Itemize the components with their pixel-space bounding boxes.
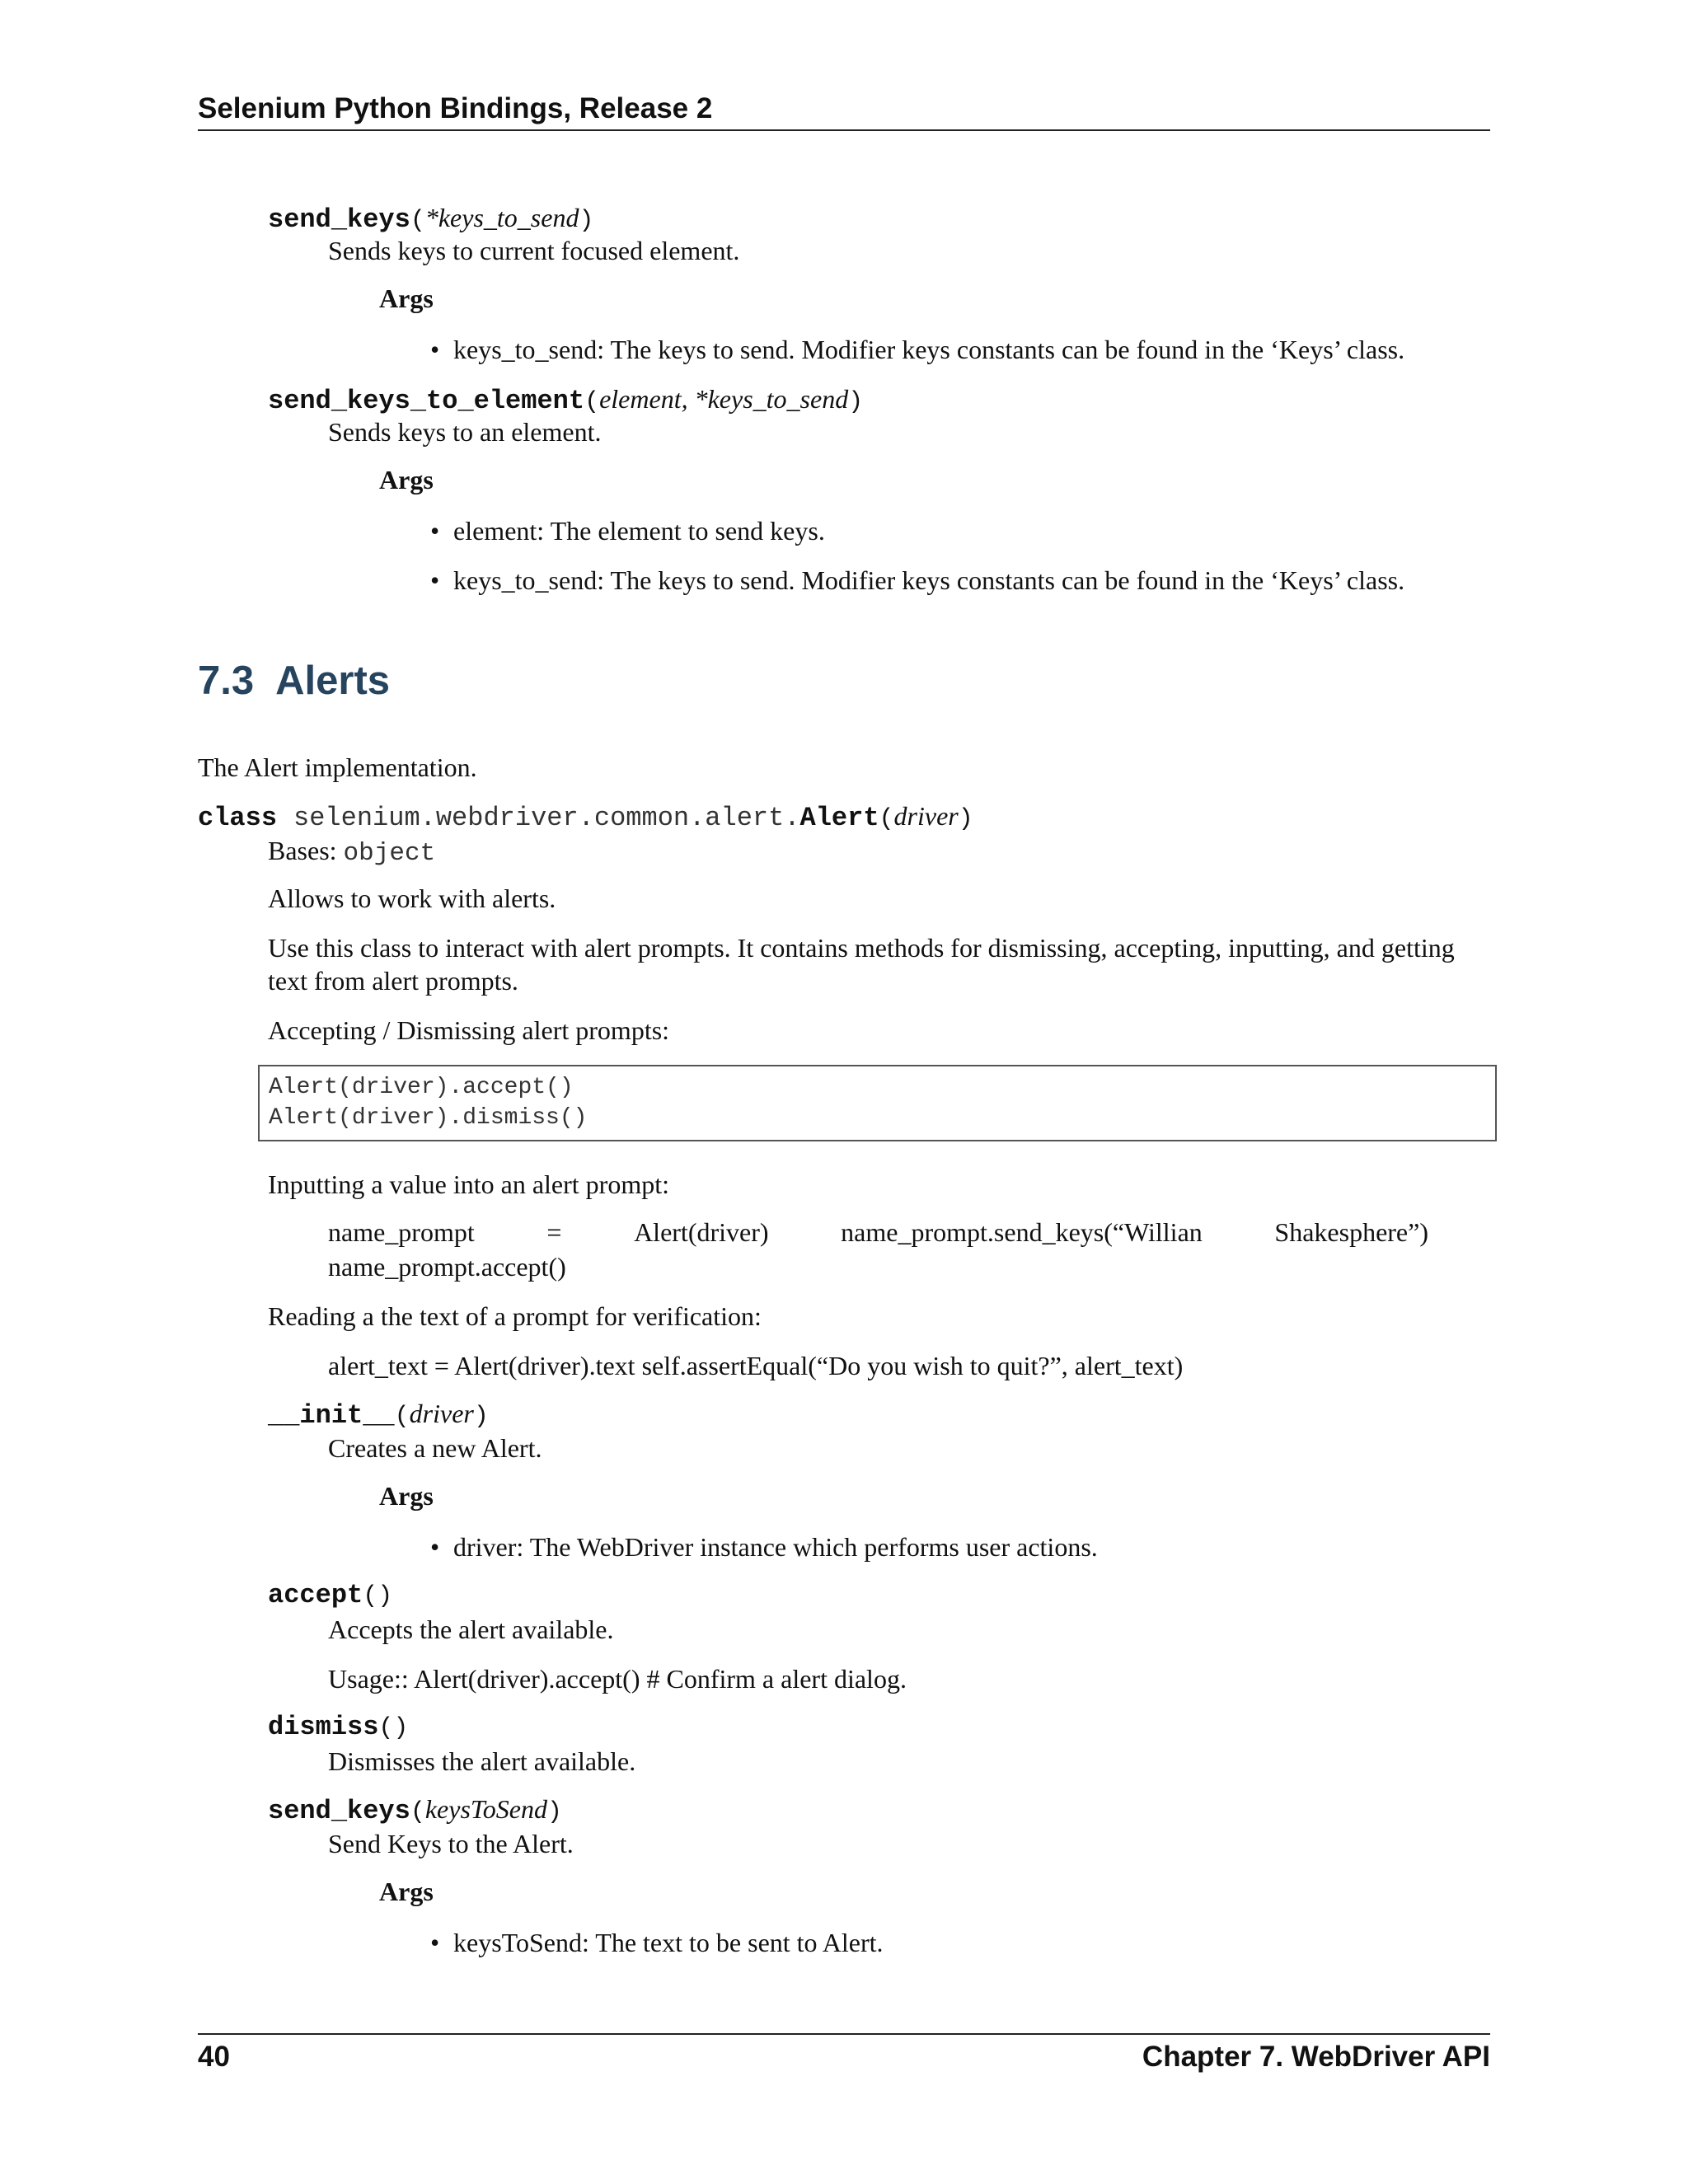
method-description: Creates a new Alert. (328, 1433, 542, 1463)
method-name: send_keys_to_element (268, 386, 585, 416)
inputting-label: Inputting a value into an alert prompt: (268, 1169, 669, 1199)
class-module-path: selenium.webdriver.common.alert. (293, 803, 800, 833)
reading-label: Reading a the text of a prompt for verification: (268, 1301, 762, 1331)
arg-bullet-text: driver: The WebDriver instance which performs user actions. (453, 1532, 1098, 1562)
class-description: Accepting / Dismissing alert prompts: (268, 1015, 670, 1045)
paren-open: ( (394, 1403, 410, 1431)
method-parens: () (363, 1582, 393, 1610)
example-word: name_prompt (328, 1217, 475, 1247)
method-signature-dismiss (268, 1712, 408, 1742)
example-word: = (546, 1217, 562, 1247)
arg-bullet (430, 1926, 884, 1959)
class-description: Use this class to interact with alert prompts. It contains methods for dismissing, accepting, inputting, and getting (268, 933, 1455, 963)
method-name: accept (268, 1580, 363, 1610)
section-heading (198, 658, 390, 704)
code-line: Alert(driver).dismiss() (269, 1105, 588, 1131)
method-description: Sends keys to current focused element. (328, 236, 740, 265)
method-args: driver (409, 1399, 474, 1428)
paren-close: ) (473, 1403, 489, 1431)
method-signature-init (268, 1399, 489, 1431)
bullet-icon: • (430, 565, 440, 595)
paren-open: ( (410, 1798, 425, 1826)
class-bases (268, 834, 435, 870)
method-name: send_keys (268, 204, 410, 235)
footer-rule (198, 2033, 1490, 2035)
method-usage: Usage:: Alert(driver).accept() # Confirm a alert dialog. (328, 1664, 907, 1694)
bullet-icon: • (430, 1532, 440, 1562)
bases-value: object (343, 839, 436, 868)
method-args: element, *keys_to_send (599, 384, 849, 414)
section-number: 7.3 (198, 658, 255, 703)
method-name: send_keys (268, 1796, 410, 1826)
example-word: name_prompt.send_keys(“Willian (841, 1217, 1203, 1247)
class-args: driver (893, 801, 959, 831)
arg-bullet-text: keysToSend: The text to be sent to Alert. (453, 1928, 884, 1957)
arg-bullet-text: keys_to_send: The keys to send. Modifier keys constants can be found in the ‘Keys’ class. (453, 335, 1405, 364)
bullet-icon: • (430, 335, 440, 364)
paren-open: ( (879, 805, 894, 833)
args-label: Args (379, 1877, 434, 1906)
running-header: Selenium Python Bindings, Release 2 (198, 92, 713, 124)
bases-label: Bases: (268, 836, 337, 865)
arg-bullet (430, 1530, 1098, 1563)
code-block (258, 1065, 1497, 1141)
footer-chapter-title: Chapter 7. WebDriver API (1142, 2041, 1490, 2073)
method-args: keysToSend (424, 1794, 547, 1824)
section-title: Alerts (275, 658, 391, 703)
method-description: Accepts the alert available. (328, 1615, 614, 1644)
method-args: *keys_to_send (424, 203, 579, 232)
method-parens: () (378, 1714, 409, 1742)
class-signature (198, 801, 973, 833)
paren-close: ) (958, 805, 973, 833)
method-description: Dismisses the alert available. (328, 1746, 636, 1776)
args-label: Args (379, 284, 434, 313)
args-label: Args (379, 465, 434, 494)
method-signature-send-keys-alert (268, 1794, 562, 1826)
method-description: Send Keys to the Alert. (328, 1829, 574, 1858)
arg-bullet (430, 564, 1404, 597)
code-line: Alert(driver).accept() (269, 1075, 574, 1100)
paren-open: ( (410, 207, 425, 235)
args-label: Args (379, 1481, 434, 1511)
arg-bullet-text: element: The element to send keys. (453, 516, 825, 546)
reading-example-line: alert_text = Alert(driver).text self.assertEqual(“Do you wish to quit?”, alert_text) (328, 1351, 1184, 1380)
paren-close: ) (546, 1798, 562, 1826)
inputting-example-line (328, 1217, 1428, 1248)
method-signature-accept (268, 1580, 392, 1610)
inputting-example-line-2: name_prompt.accept() (328, 1252, 566, 1282)
example-word: Shakesphere”) (1274, 1217, 1428, 1247)
bullet-icon: • (430, 516, 440, 546)
paren-close: ) (579, 207, 594, 235)
arg-bullet (430, 514, 825, 547)
method-signature-send-keys-to-element (268, 384, 863, 416)
method-name: dismiss (268, 1712, 379, 1742)
paren-open: ( (584, 388, 600, 416)
method-name: __init__ (268, 1400, 395, 1431)
header-rule (198, 129, 1490, 131)
paren-close: ) (848, 388, 864, 416)
arg-bullet (430, 333, 1404, 366)
arg-bullet-text: keys_to_send: The keys to send. Modifier keys constants can be found in the ‘Keys’ class. (453, 565, 1405, 595)
class-name: Alert (799, 803, 879, 833)
method-signature-send-keys (268, 203, 593, 235)
section-intro: The Alert implementation. (198, 752, 477, 782)
class-description: text from alert prompts. (268, 966, 518, 996)
bullet-icon: • (430, 1928, 440, 1957)
page-number: 40 (198, 2041, 230, 2073)
class-description: Allows to work with alerts. (268, 883, 556, 913)
class-keyword: class (198, 803, 278, 833)
method-description: Sends keys to an element. (328, 417, 602, 447)
example-word: Alert(driver) (634, 1217, 769, 1247)
